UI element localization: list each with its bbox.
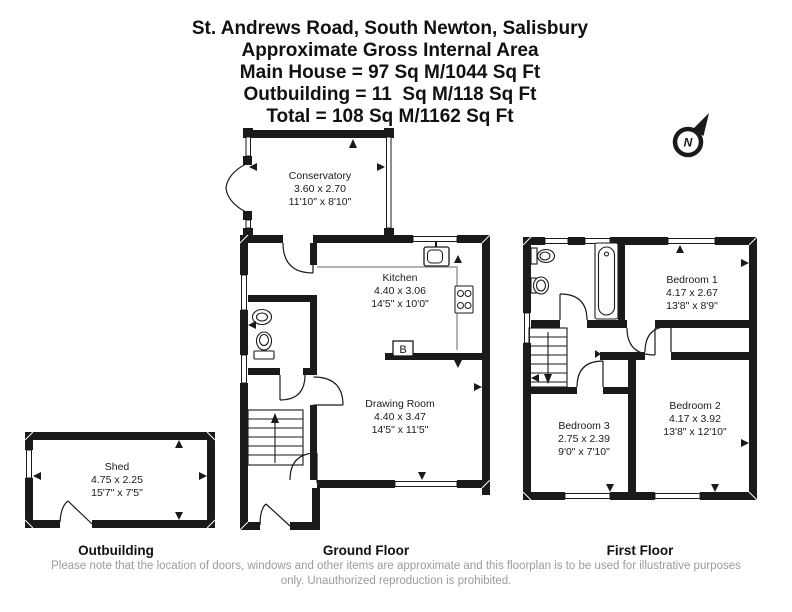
boiler-icon bbox=[393, 341, 413, 356]
main-house-area-line: Main House = 97 Sq M/1044 Sq Ft bbox=[239, 62, 541, 83]
room-name: Bedroom 3 bbox=[558, 420, 610, 432]
room-name: Kitchen bbox=[382, 272, 418, 284]
room-label-shed bbox=[32, 461, 202, 500]
room-label-kitchen bbox=[315, 272, 485, 311]
room-name: Conservatory bbox=[288, 170, 352, 182]
disclaimer-text: Please note that the location of doors, windows and other items are approximate and this floorplan is to be used for illustrative purposes only. Unauthorized reproduction is prohibited. bbox=[51, 560, 741, 587]
room-name: Shed bbox=[104, 461, 130, 473]
total-area-line: Total = 108 Sq M/1162 Sq Ft bbox=[266, 106, 514, 127]
outbuilding-window bbox=[27, 450, 32, 478]
room-metric-dims: 4.75 x 2.25 bbox=[91, 474, 143, 486]
bedroom1-door-arc bbox=[627, 328, 655, 355]
subtitle-line: Approximate Gross Internal Area bbox=[241, 40, 539, 61]
room-name: Bedroom 2 bbox=[669, 400, 721, 412]
first-floor-plan bbox=[515, 228, 765, 508]
room-label-drawing-room bbox=[315, 398, 485, 437]
room-label-conservatory bbox=[235, 170, 405, 209]
caption-first-floor: First Floor bbox=[606, 543, 674, 558]
compass-north-label: N bbox=[683, 135, 693, 150]
outbuilding-door bbox=[60, 501, 92, 524]
room-metric-dims: 3.60 x 2.70 bbox=[294, 183, 346, 195]
svg-text:B: B bbox=[399, 344, 407, 356]
room-label-bedroom1 bbox=[607, 274, 777, 313]
room-name: Bedroom 1 bbox=[666, 274, 718, 286]
wc-toilet-icon bbox=[254, 332, 274, 359]
room-metric-dims: 4.40 x 3.47 bbox=[374, 411, 426, 423]
room-imperial-dims: 13'8" x 12'10" bbox=[663, 426, 727, 438]
bathroom-sink-icon bbox=[531, 277, 549, 294]
caption-ground-floor: Ground Floor bbox=[322, 543, 410, 558]
room-label-bedroom3 bbox=[499, 420, 669, 459]
room-imperial-dims: 11'10" x 8'10" bbox=[288, 196, 352, 208]
toilet-icon bbox=[531, 248, 555, 264]
stairs-up-arrow bbox=[271, 413, 279, 423]
outbuilding-area-line: Outbuilding = 11 Sq M/118 Sq Ft bbox=[243, 84, 537, 105]
room-metric-dims: 4.17 x 2.67 bbox=[666, 287, 718, 299]
room-imperial-dims: 13'8" x 8'9" bbox=[666, 300, 718, 312]
wc-door-arc bbox=[280, 375, 305, 400]
ground-floor-stairs bbox=[248, 410, 303, 465]
hall-door-arc bbox=[283, 243, 313, 273]
room-imperial-dims: 14'5" x 10'0" bbox=[371, 298, 429, 310]
room-metric-dims: 4.17 x 3.92 bbox=[669, 413, 721, 425]
north-compass-icon bbox=[662, 106, 718, 162]
first-floor-fixtures bbox=[531, 243, 618, 319]
kitchen-sink-icon bbox=[424, 241, 449, 266]
room-metric-dims: 4.40 x 3.06 bbox=[374, 285, 426, 297]
room-imperial-dims: 14'5" x 11'5" bbox=[371, 424, 429, 436]
room-metric-dims: 2.75 x 2.39 bbox=[558, 433, 610, 445]
room-imperial-dims: 9'0" x 7'10" bbox=[558, 446, 610, 458]
room-imperial-dims: 15'7" x 7'5" bbox=[91, 487, 143, 499]
room-name: Drawing Room bbox=[365, 398, 435, 410]
bedroom3-door-arc bbox=[577, 361, 603, 387]
bedroom2-door-arc bbox=[645, 326, 671, 352]
address-line: St. Andrews Road, South Newton, Salisbury bbox=[191, 18, 589, 39]
bathroom-door-arc bbox=[560, 294, 587, 320]
front-door-arc bbox=[260, 504, 266, 525]
caption-outbuilding: Outbuilding bbox=[78, 543, 154, 558]
